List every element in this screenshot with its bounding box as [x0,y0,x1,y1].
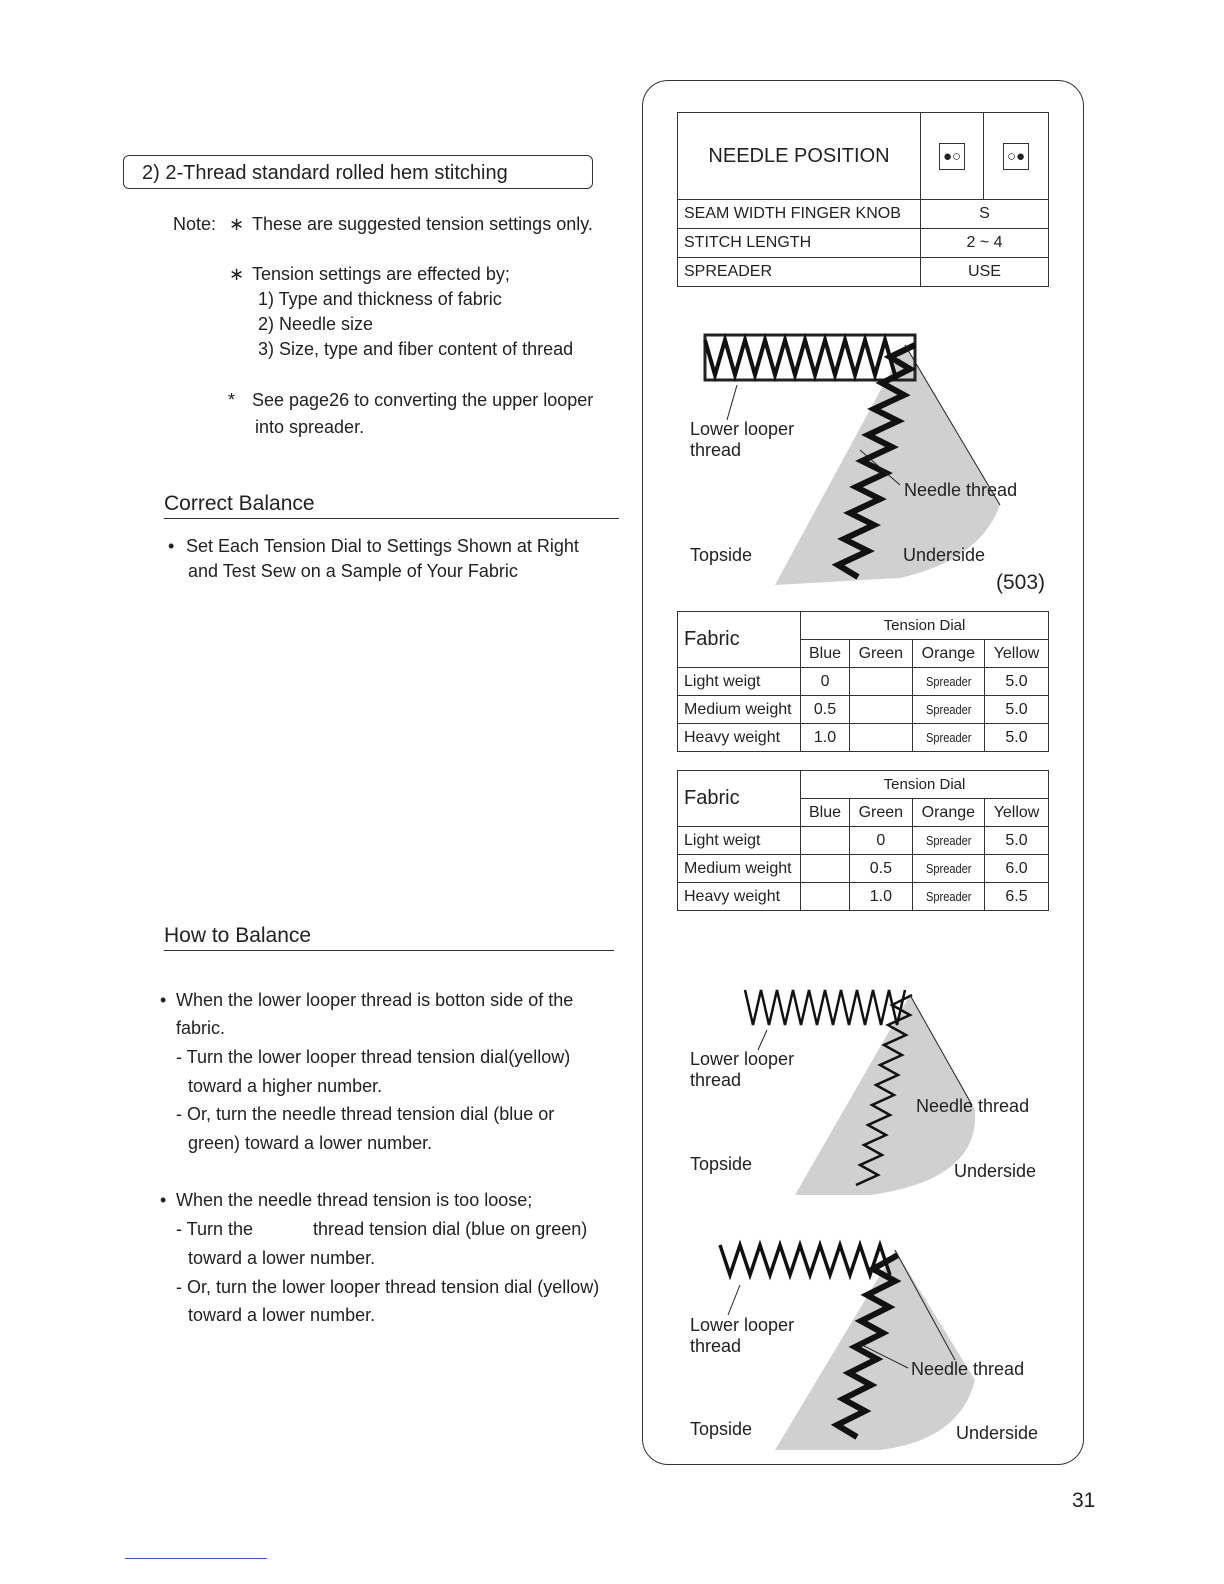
cell-value: 5.0 [1005,672,1028,690]
cell-value: 0.5 [813,700,837,718]
dial-color-header: Yellow [985,799,1049,827]
cell-value: 0.5 [869,859,892,877]
topside-label: Topside [690,1419,753,1439]
tension-dial-header: Tension Dial [801,771,1049,799]
label-line: thread [690,1336,742,1356]
instruction: - Turn the lower looper thread tension dial(yellow) [176,1047,571,1067]
setting-value: S [921,200,1049,229]
cell-value: 0 [820,672,830,690]
spreader-value: Spreader [925,701,972,717]
instruction: and Test Sew on a Sample of Your Fabric [188,561,518,581]
how-to-balance-heading: How to Balance [164,924,614,951]
dial-color-header: Orange [912,640,984,668]
cell-value: 1.0 [813,728,837,746]
instruction: When the needle thread tension is too loose; [176,1190,533,1210]
correct-balance-heading: Correct Balance [164,492,619,519]
instruction: toward a higher number. [188,1076,383,1096]
label-line: thread [690,1070,742,1090]
label-line: Lower looper [690,1315,795,1335]
needle-right-icon: ○● [984,113,1049,200]
cell-value: 6.0 [1005,859,1028,877]
setting-name: STITCH LENGTH [678,229,921,258]
bullet-dot: • [168,536,175,556]
dial-color-header: Yellow [985,640,1049,668]
underside-label: Underside [903,545,986,565]
setting-value: 2 ~ 4 [921,229,1049,258]
cell-value: 1.0 [869,887,892,905]
bullet-dot: • [160,1190,167,1210]
page-number: 31 [1072,1489,1096,1512]
note-item: 2) Needle size [258,314,374,334]
spreader-value: Spreader [925,729,972,745]
instruction: - Or, turn the needle thread tension dial (blue or [176,1104,555,1124]
lower-looper-label [690,419,794,461]
model-code: (503) [996,571,1046,594]
fabric-header: Fabric [678,612,801,668]
needle-position-label: NEEDLE POSITION [678,113,921,200]
see-page-note: See page26 to converting the upper looper [252,390,594,410]
topside-label: Topside [690,545,753,565]
cell-value: Medium weight [684,859,792,877]
dial-color-header: Green [850,640,913,668]
spreader-value: Spreader [925,673,972,689]
star: * [228,390,236,410]
spreader-value: Spreader [925,832,972,848]
cell-value: 0 [876,831,886,849]
cell-value: Heavy weight [684,887,781,905]
spreader-value: Spreader [925,860,972,876]
spreader-value: Spreader [925,888,972,904]
label-line: Lower looper [690,1049,795,1069]
setting-name: SPREADER [678,258,921,287]
label-line: Lower looper [690,419,795,439]
lower-looper-label [690,1315,794,1357]
bullet: ∗ [229,214,245,234]
cell-value: 5.0 [1005,700,1028,718]
topside-label: Topside [690,1154,753,1174]
cell-value: 6.5 [1005,887,1028,905]
needle-thread-label: Needle thread [904,480,1018,500]
instruction: - Or, turn the lower looper thread tension dial (yellow) [176,1277,600,1297]
cell-value: Heavy weight [684,728,781,746]
section-title: 2) 2-Thread standard rolled hem stitching [123,155,593,189]
note-item: 1) Type and thickness of fabric [258,289,502,309]
stitch-diagram-2 [745,990,975,1195]
setting-value: USE [921,258,1049,287]
instruction: green) toward a lower number. [188,1133,433,1153]
note-line: These are suggested tension settings only. [252,214,593,234]
needle-thread-label: Needle thread [916,1096,1030,1116]
bullet-dot: • [160,990,167,1010]
cell-value: Light weigt [684,672,761,690]
cell-value: Light weigt [684,831,761,849]
underside-label: Underside [954,1161,1037,1181]
instruction: Set Each Tension Dial to Settings Shown at Right [186,536,579,556]
instruction: toward a lower number. [188,1248,376,1268]
cell-value: 5.0 [1005,831,1028,849]
note-label: Note: [173,214,217,234]
dial-color-header: Green [850,799,913,827]
cell-value: 5.0 [1005,728,1028,746]
tension-dial-header: Tension Dial [801,612,1049,640]
dial-color-header: Orange [912,799,984,827]
instruction: toward a lower number. [188,1305,376,1325]
setting-name: SEAM WIDTH FINGER KNOB [678,200,921,229]
note-line: Tension settings are effected by; [252,264,510,284]
see-page-note: into spreader. [255,417,365,437]
note-item: 3) Size, type and fiber content of thread [258,339,574,359]
lower-looper-label [690,1049,794,1091]
instruction: When the lower looper thread is botton side of the [176,990,574,1010]
instruction: fabric. [176,1018,226,1038]
fabric-header: Fabric [678,771,801,827]
needle-thread-label: Needle thread [911,1359,1025,1379]
needle-left-icon: ●○ [921,113,984,200]
dial-color-header: Blue [801,640,850,668]
cell-value: Medium weight [684,700,792,718]
underside-label: Underside [956,1423,1039,1443]
instruction: - Turn the thread tension dial (blue on green) [176,1219,588,1239]
dial-color-header: Blue [801,799,850,827]
bullet: ∗ [229,264,245,284]
footer-link-line [125,1558,267,1559]
label-line: thread [690,440,742,460]
